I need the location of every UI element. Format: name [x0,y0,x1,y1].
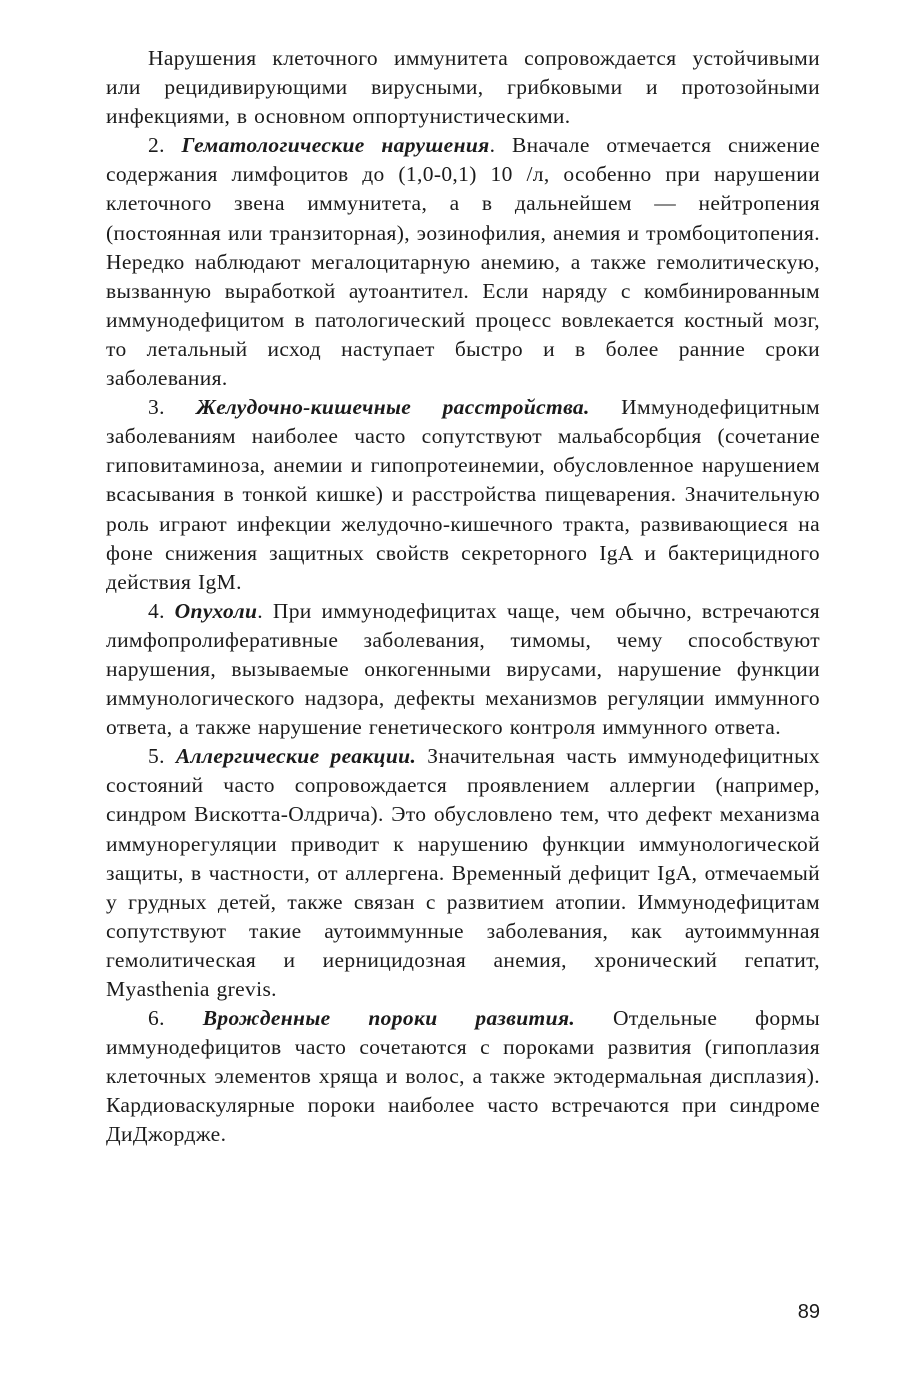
page-body [106,44,820,1150]
section-heading: Врожденные пороки развития. [202,1006,576,1031]
section-heading: Гематологические нарушения [181,133,490,158]
paragraph-text: Иммунодефицитным заболеваниям наиболее часто сопутствуют мальабсорбция (сочетание гиповитаминоза, анемии и гипопротеинемии, обусловленное нарушением всасывания в тонкой кишке) и расстройства пищеварения. Значительную роль играют инфекции желудочно-кишечного тракта, развивающиеся на фоне снижения защитных свойств секреторного IgA и бактерицидного действия IgM. [106,395,820,594]
paragraph-text: . Вначале отмечается снижение содержания лимфоцитов до (1,0-0,1) 10 /л, особенно при нарушении клеточного звена иммунитета, а в дальнейшем — нейтропения (постоянная или транзиторная), эозинофилия, анемия и тромбоцитопения. Нередко наблюдают мегалоцитарную анемию, а также гемолитическую, вызванную выработкой аутоантител. Если наряду с комбинированным иммунодефицитом в патологический процесс вовлекается костный мозг, то летальный исход наступает быстро и в более ранние сроки заболевания. [106,133,820,391]
paragraph-number: 5. [148,744,165,769]
paragraph-allergic [106,742,820,1004]
page-number: 89 [797,1301,820,1323]
paragraph-congenital [106,1004,820,1149]
section-heading: Желудочно-кишечные расстройства. [196,395,590,420]
paragraph-number: 4. [148,598,165,623]
paragraph-number: 3. [148,395,165,420]
paragraph-cellular-immunity [106,44,820,131]
paragraph-tumors [106,597,820,742]
paragraph-number: 2. [148,133,165,158]
paragraph-text: Отдельные формы иммунодефицитов часто сочетаются с пороками развития (гипоплазия клеточных элементов хряща и волос, а также эктодермальная дисплазия). Кардиоваскулярные пороки наиболее часто встречаются при синдроме ДиДжордже. [106,1006,820,1147]
paragraph-hematologic [106,131,820,393]
paragraph-gastrointestinal [106,393,820,597]
paragraph-text: Значительная часть иммунодефицитных состояний часто сопровождается проявлением аллергии (например, синдром Вискотта-Олдрича). Это обусловлено тем, что дефект механизма иммунорегуляции приводит к нарушению функции иммунологической защиты, в частности, от аллергена. Временный дефицит IgA, отмечаемый у грудных детей, также связан с развитием атопии. Иммунодефицитам сопутствуют такие аутоиммунные заболевания, как аутоиммунная гемолитическая и иерницидозная анемия, хронический гепатит, Myasthenia grevis. [106,744,821,1001]
section-heading: Опухоли [174,598,258,623]
paragraph-text: Нарушения клеточного иммунитета сопровождается устойчивыми или рецидивирующими вирусными, грибковыми и протозойными инфекциями, в основном оппортунистическими. [106,46,820,129]
paragraph-number: 6. [148,1006,165,1031]
section-heading: Аллергические реакции. [175,744,417,769]
paragraph-text: . При иммунодефицитах чаще, чем обычно, встречаются лимфопролиферативные заболевания, тимомы, чему способствуют нарушения, вызываемые онкогенными вирусами, нарушение функции иммунологического надзора, дефекты механизмов регуляции иммунного ответа, а также нарушение генетического контроля иммунного ответа. [106,598,820,740]
